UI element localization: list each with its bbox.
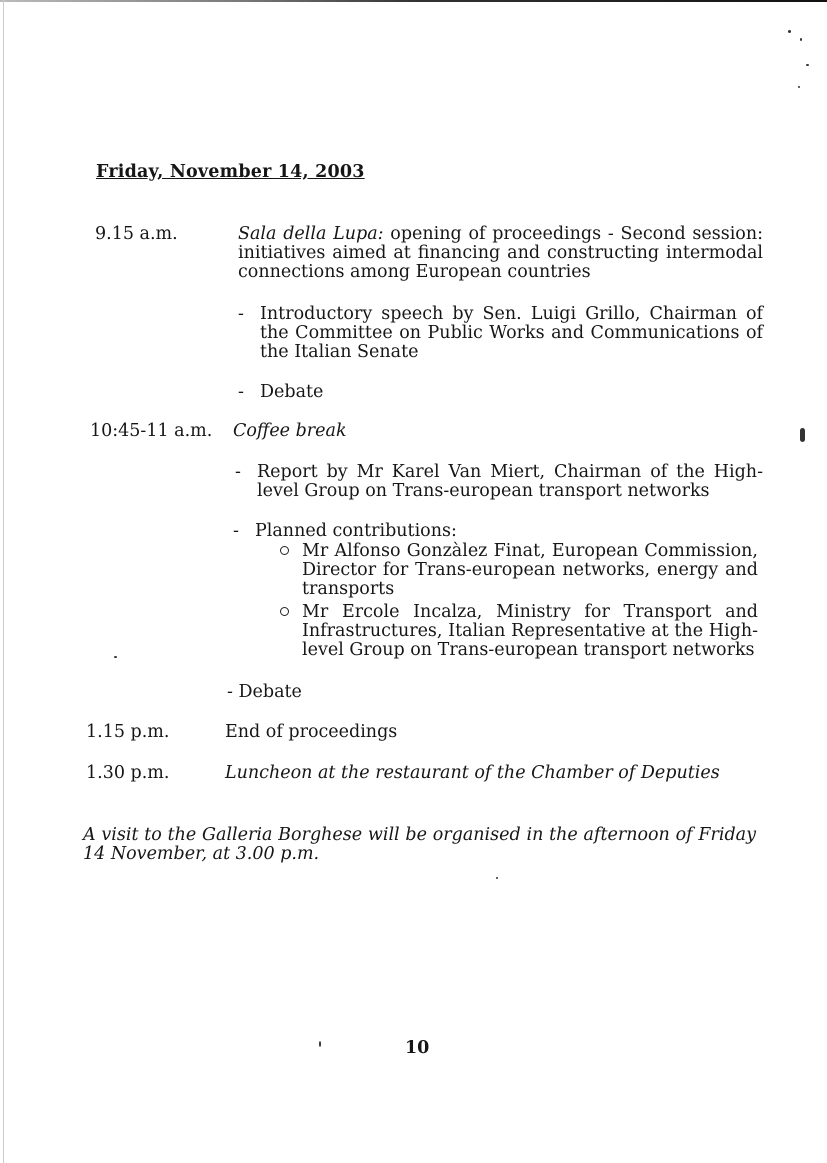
dash-marker: - [233, 521, 239, 541]
scan-speck [114, 656, 117, 658]
introductory-speech: Introductory speech by Sen. Luigi Grillo, Chairman of the Committee on Public Works and Communications of the Italian Senate [260, 304, 763, 362]
left-scan-edge [3, 0, 4, 1163]
page-number: 10 [405, 1038, 430, 1058]
planned-contributions: Planned contributions: [255, 521, 457, 541]
page-heading: Friday, November 14, 2003 [96, 162, 365, 182]
dash-marker: - [238, 382, 244, 402]
scan-speck [800, 38, 802, 41]
debate-item-2: - Debate [227, 682, 302, 702]
scan-speck [319, 1041, 321, 1047]
time-915: 9.15 a.m. [95, 224, 178, 244]
end-of-proceedings: End of proceedings [225, 722, 398, 742]
scan-speck [806, 64, 809, 66]
scan-speck [800, 428, 805, 442]
time-115: 1.15 p.m. [86, 722, 170, 742]
scan-speck [798, 86, 800, 88]
contribution-gonzalez: Mr Alfonso Gonzàlez Finat, European Commission, Director for Trans-european networks, energy and transports [302, 541, 758, 599]
dash-marker: - [238, 304, 244, 324]
contribution-incalza: Mr Ercole Incalza, Ministry for Transport and Infrastructures, Italian Representative at the High-level Group on Trans-european transport networks [302, 602, 758, 660]
time-130: 1.30 p.m. [86, 763, 170, 783]
scan-speck [496, 877, 498, 879]
scan-speck [788, 30, 791, 33]
circle-bullet-icon [280, 607, 289, 616]
session-opening [238, 225, 763, 282]
coffee-break: Coffee break [233, 421, 347, 441]
time-1045: 10:45-11 a.m. [90, 421, 213, 441]
session-description: opening of proceedings - Second session: initiatives aimed at financing and constructing intermodal connections among European countries [238, 224, 763, 282]
circle-bullet-icon [280, 546, 289, 555]
luncheon: Luncheon at the restaurant of the Chamber of Deputies [225, 763, 720, 783]
debate-item: Debate [260, 382, 324, 402]
report-item: Report by Mr Karel Van Miert, Chairman of the High-level Group on Trans-european transport networks [257, 462, 763, 501]
venue-name: Sala della Lupa: [238, 224, 384, 244]
dash-marker: - [235, 462, 241, 482]
top-scan-edge [0, 0, 827, 2]
visit-note: A visit to the Galleria Borghese will be organised in the afternoon of Friday 14 November, at 3.00 p.m. [83, 825, 756, 864]
